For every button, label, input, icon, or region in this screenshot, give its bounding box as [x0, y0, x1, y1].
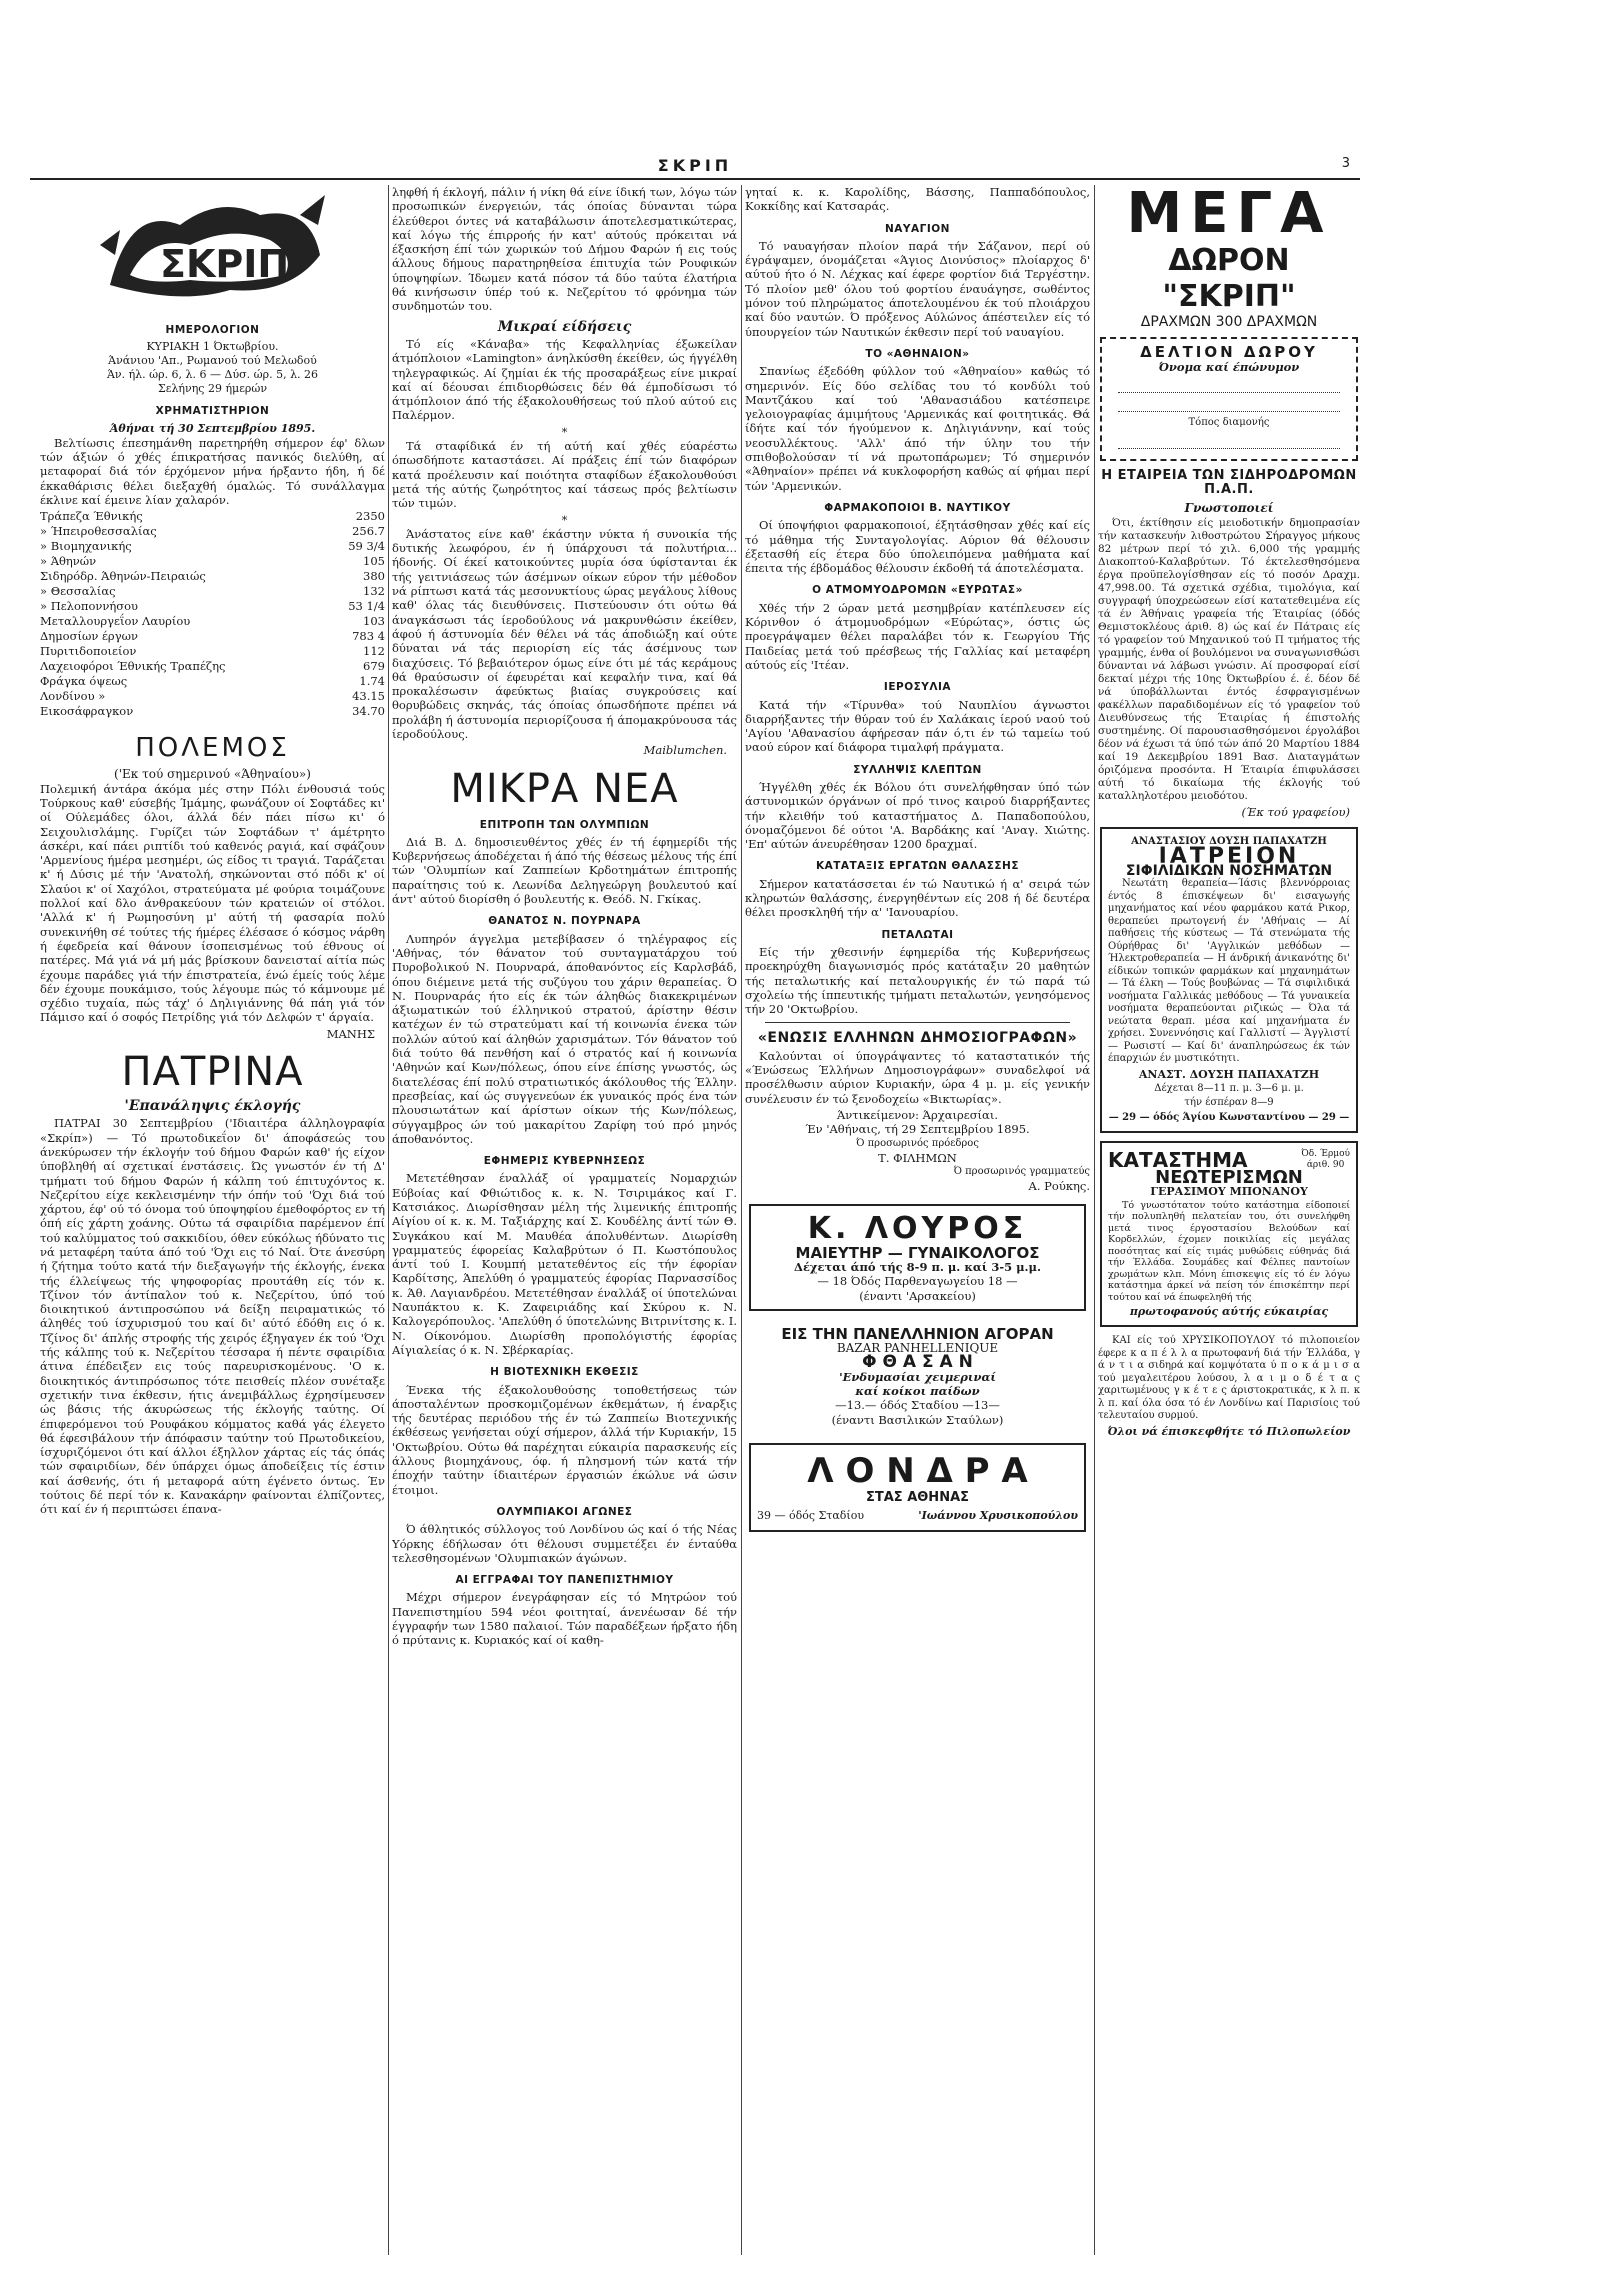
news-heading: ΣΥΛΛΗΨΙΣ ΚΛΕΠΤΩΝ [853, 763, 982, 776]
calendar-line: Άν. ήλ. ώρ. 6, λ. 6 — Δύσ. ώρ. 5, λ. 26 [106, 368, 319, 382]
skrip-logo [40, 185, 385, 315]
calendar-line: Σελήνης 29 ήμερών [157, 382, 268, 396]
ad-clinic [1100, 827, 1358, 1133]
enosis-president: Τ. ΦΙΛΗΜΩΝ [878, 1150, 957, 1165]
news-heading: ΝΑΥΑΓΙΟΝ [885, 222, 950, 235]
coupon-residence-label: Τόπος διαμονής [1188, 416, 1270, 428]
stock-value: 783 4 [352, 629, 385, 644]
stock-value: 679 [363, 659, 385, 674]
news-item: Χθές τήν 2 ώραν μετά μεσημβρίαν κατέπλευσεν είς Κόρινθον ό άτμομυοδρόμων «Εύρώτας», όστις ώς προεγράψαμεν θέλει παραλάβει τόν κ. Γεωργίου Τής Παιδείας μετά τού πρέσβεως τής Γαλλίας καί μεταφέρη αύτούς είς 'Ιτέαν. [745, 600, 1090, 672]
clinic-text: Νεωτάτη θεραπεία—Ίάσις βλεννόρροιας έντός 8 έπισκέψεων δι' εισαγωγής μηχανήματος καί νέου φαρμάκου κατά Ρικορ, θεραπεύει πρωτογενή έν 'Αθήναις — Αί παθήσεις τής κύστεως — Τά στενώματα τής Ούρήθρας δι' 'Αγγλικών μεθόδων — Ήλεκτροθεραπεία — Η άνδρική άνικανότης δι' είδικών τοπικών φαρμάκων καί μηχανημάτων — Τά έλκη — Τούς βουβώνας — Τά σιφιλιδικά νοσήματα Γαλλικάς μεθόδους — Τά γυναικεία νοσήματα θεραπεύονται ριζικώς — Όλα τά νεώτατα θεραπ. μέσα καί μηχανήματα έν χρήσει. Συνεννόησις καί Γαλλιστί — Άγγλιστί — Ρωσιστί — Καί δι' άναπληρώσεως έκ τών έπαρχιών έν μυστικότητι. [1108, 878, 1350, 1065]
stock-name: Λαχειοφόροι Έθνικής Τραπέζης [40, 659, 226, 674]
shop-street-number: άριθ. 90 [1306, 1159, 1345, 1170]
stock-name: » Βιομηχανικής [40, 539, 132, 554]
newspaper-title: ΣΚΡΙΠ [657, 156, 733, 175]
news-heading: ΟΛΥΜΠΙΑΚΟΙ ΑΓΩΝΕΣ [496, 1505, 633, 1518]
calendar [40, 340, 385, 396]
stock-name: Δημοσίων έργων [40, 629, 138, 644]
stock-value: 380 [363, 569, 385, 584]
stock-name: » Πελοποννήσου [40, 599, 139, 614]
stock-value: 132 [363, 584, 385, 599]
separator-star: * [561, 512, 568, 527]
stock-name: Πυριτιδοποιείον [40, 644, 137, 659]
enosis-agenda: Άντικείμενον: Άρχαιρεσίαι. [836, 1107, 998, 1122]
mikrai-item: Τά σταφίδικά έν τή αύτή καί χθές εύαρέστω όπωσδήποτε καταστάσει. Αί πράξεις έπί τών διαφόρων κατά προέλευσιν καί ποιότητα σταφίδων έξακολουθούσι μετά τής αύτής ζωηρότητος καί τάσεως πρός βελτίωσιν τών τιμών. [392, 439, 737, 511]
patrina-article: ΠΑΤΡΑΙ 30 Σεπτεμβρίου ('Ιδιαιτέρα άλληλογραφία «Σκρίπ») — Τό πρωτοδικεΐον δι' άποφάσεώς του άνεκύρωσεν τήν έκλογήν τού δήμου Φαρών καθ' ής είχον ύποβληθή αί σχετικαί ένστάσεις. Ώς γνωστόν έν τή Δ' τμήματι τού δήμου Φαρών ή κάλπη τού έπιτυχόντος κ. Νεζερίτου είχε κεκλεισμένην τήν όπήν τού 'Όχι διά τού χάρτου, έφ' ού τό όνομα τού ύποψηφίου έμεθοφόρτος εν τή όπή είς χάρτη χοάνης. Ούτω τά σφαιρίδια παρέμενον έπί τού καλύμματος τού σακκιδίου, όθεν εύκόλως ήδύνατο τις νά μεταφέρη ταύτα άπό τού 'Όχι εις τό Ναί. Ότε άνεσύρη ή ζήτημα τούτο κατά τήν διεξαγωγήν τής έκλογής, ένεκα τής έλλείψεως τής ψηφοφορίας προυτάθη είς τόν κ. Τζίνον τόν άντίπαλον τού κ. Νεζερίτου, ύπό τού διοικητικού άντιπροσώπου νά δείξη πειραματικώς τό άληθές τού ίσχυρισμού του καί δι' αύτό έδόθη εις ό κ. Τζίνος δι' άπλής στροφής τής χειρός έξηγαγεν έκ τού 'Όχι τής κάλπης τού κ. Νεζερίτου τέσσαρα ή πέντε σφαιρίδια άτινα έπέδειξεν εις τούς παρευρισκομένους. 'Ο κ. διοικητικός άντιπρόσωπος τότε πεισθείς πλέον συνέταξε σχετικήν τινα έκθεσιν, ήτις άνεμιβάλλως έχρησίμευσεν ώς βάσις τής άκυρώσεως τής έκλογής ταύτης. Οί έπιφερόμενοι τού Ρουφάκου κόμματος καθά γάς έλεγετο θά έφεσιβάλουν τήν άπόφασιν ταύτην τού Πρωτοδικείου, ίσχυριζόμενοι ότι καί άλλοι έξηλλον χάρτας είς τάς όπάς τών σφαιριδίων, δέν ύπάρχει όμως άποδείξεις τίς έστιν καί άσθενής, ότι ή μεταφορά αύτη έγένετο όντως. Έν τούτοις δέ περί τόν κ. Κανακάρην φαίνονται έλπίζοντες, ότι καί έν ή περιπτώσει έπανα- [40, 1116, 385, 1517]
ad-bazar-line: BAZAR PANHELLENIQUE [836, 1341, 999, 1356]
stock-row [40, 554, 385, 569]
stock-row [40, 569, 385, 584]
stock-row [40, 614, 385, 629]
column-4 [1098, 185, 1360, 1439]
patrina-title: ΠΑΤΡΙΝΑ [121, 1049, 304, 1096]
stock-name: Εικοσάφραγκον [40, 704, 134, 719]
ad-bazar-line: —13.— όδός Σταδίου —13— [835, 1398, 1000, 1413]
enosis-date: Έν 'Αθήναις, τή 29 Σεπτεμβρίου 1895. [805, 1122, 1030, 1137]
shop-footer: πρωτοφανούς αύτής εύκαιρίας [1129, 1305, 1329, 1319]
news-item: Διά Β. Δ. δημοσιευθέντος χθές έν τή έφημερίδι τής Κυβερνήσεως άποδέχεται ή άπό τής θέσεως μέλους τής έπί τών 'Ολυμπίων καί Ζαππείων Κρδοτημάτων έπιτροπής παραίτησις τού κ. Λεωνίδα Δεληγεώργη βουλευτού καί άντ' αύτού διορίσθη ό βουλευτής κ. Θεόδ. Ν. Γκίκας. [392, 834, 737, 907]
calendar-line: Άνάνιου 'Απ., Ρωμανού τού Μελωδού [108, 354, 317, 368]
clinic-evening: τήν έσπέραν 8—9 [1184, 1097, 1274, 1109]
stock-row [40, 539, 385, 554]
calendar-line: ΚΥΡΙΑΚΗ 1 Όκτωβρίου. [146, 340, 279, 354]
column-3 [745, 185, 1090, 1542]
header-rule [30, 178, 1360, 180]
shop-street-name: Όδ. Έρμού [1301, 1148, 1350, 1159]
news-item: Είς τήν χθεσινήν έφημερίδα τής Κυβερνήσεως προεκηρύχθη διαγωνισμός πρός κατάταξιν 20 μαθητών τής πεταλωτικής καί πεταλουργικής έν τώ παρά τώ σχολείω τής ίππευτικής τμήματι πεταλωτών, γενησόμενος τήν 20 'Οκτωβρίου. [745, 944, 1090, 1017]
stock-name: Φράγκα όψεως [40, 674, 128, 689]
enosis-notice: Καλούνται οί ύπογράψαντες τό καταστατικόν τής «Ένώσεως Έλλήνων Δημοσιογράφων» συναδελφοί νά προσέλθωσιν αύριον Κυριακήν, ώρα 4 μ. μ. είς γενικήν συνέλευσιν έν τώ ξενοδοχείω «Βικτωρίας». [745, 1048, 1090, 1106]
stock-row [40, 509, 385, 524]
railway-subheading: Γνωστοποιεί [1184, 500, 1274, 515]
stock-table [40, 509, 385, 719]
enosis-secretary-label: Ό προσωρινός γραμματεύς [953, 1166, 1090, 1178]
ad-london [749, 1443, 1086, 1532]
news-heading: ΑΙ ΕΓΓΡΑΦΑΙ ΤΟΥ ΠΑΝΕΠΙΣΤΗΜΙΟΥ [455, 1574, 674, 1587]
news-heading: ΕΠΙΤΡΟΠΗ ΤΩΝ ΟΛΥΜΠΙΩΝ [479, 818, 650, 831]
ad-bazar-line: καί κοίκοι παίδων [855, 1384, 980, 1399]
ad-doctor-specialty: ΜΑΙΕΥΤΗΡ — ΓΥΝΑΙΚΟΛΟΓΟΣ [795, 1243, 1040, 1262]
stock-row [40, 659, 385, 674]
stock-value: 112 [363, 644, 385, 659]
clinic-signature: ΑΝΑΣΤ. ΔΟΥΣΗ ΠΑΠΑΧΑΤΖΗ [1138, 1067, 1320, 1081]
coupon-title: ΔΕΛΤΙΟΝ ΔΩΡΟΥ [1140, 343, 1318, 362]
stock-row [40, 674, 385, 689]
news-heading: Η ΒΙΟΤΕΧΝΙΚΗ ΕΚΘΕΣΙΣ [490, 1366, 639, 1379]
gift-coupon [1100, 337, 1358, 461]
svg-text:ΣΚΡΙΠ: ΣΚΡΙΠ [160, 242, 290, 286]
stock-value: 256.7 [352, 524, 385, 539]
hat-shop-ad: ΚΑΙ είς τού ΧΡΥΣΙΚΟΠΟΥΛΟΥ τό πιλοποιείον έφερε κ α π έ λ λ α πρωτοφανή διά τήν Έλλάδα, γ ά ν τ ι α σιδηρά καί κομψότατα ύ π ο κ ά μ ι σ α τού μεγαλειτέρου λούσου, λ α ι μ ο δ έ τ α ς χαριτωμένους γ κ έ τ ε ς άριστοκρατικάς, κ λ π. κ λ π. καί όλα όσα τό έν Λονδίνω καί Παρισίοις τού τελευταίου συρμού. [1098, 1335, 1360, 1422]
patrina-subtitle: 'Επανάληψις έκλογής [124, 1098, 301, 1115]
news-item: Μετετέθησαν έναλλάξ οί γραμματείς Νομαρχιών Εύβοίας καί Φθιώτιδος κ. κ. Ν. Τσιριμάκος καί Γ. Κατσιάκος. Διωρίσθησαν μέλη τής λιμενικής έπιτροπής Αίγίου οί κ. κ. Μ. Ταξιάρχης καί Σ. Κουδέλης άντί τών Θ. Συγκάκου καί Μ. Μαυθέα άπολυθέντων. Διωρίσθη γραμματεύς έφορείας Καλαβρύτων ό Π. Κωστόπουλος άντί τού Ι. Κουμπή μετατεθέντος είς τήν έφορίαν Καρδίτσης, Άπελύθη ό γραμματεύς έφορίας Παρνασσίδος κ. Άθ. Λαγιανδρέου. Μετετέθησαν έναλλάξ οί ύποτελώναι Ναυπάκτου κ. Κ. Ζαφειριάδης καί Σκύρου κ. Ν. Καλογερόπουλος. 'Απελύθη ό ύποτελώνης Βιτρινίτσης κ. Ι. Ν. Οίκονόμου. Διωρίσθη προπολόγιστής έφορίας Αίγιαλείας ό κ. Ν. Σβέρκαρίας. [392, 1171, 737, 1357]
news-item: Μέχρι σήμερον ένεγράφησαν είς τό Μητρώον τού Πανεπιστημίου 594 νέοι φοιτηταί, άνενέωσαν δέ τήν έγγραφήν των 1580 παλαιοί. Τών παραδέξεων ήρξατο ήδη ό πρύτανις κ. Κυριακός καί οί καθη- [392, 1590, 737, 1648]
coupon-residence-line [1118, 434, 1340, 449]
stock-value: 1.74 [359, 674, 385, 689]
calendar-heading: ΗΜΕΡΟΛΟΓΙΟΝ [165, 324, 260, 336]
clinic-specialty: ΣΙΦΙΛΙΔΙΚΩΝ ΝΟΣΗΜΑΤΩΝ [1125, 862, 1333, 879]
ad-doctor-hours: Δέχεται άπό τής 8-9 π. μ. καί 3-5 μ.μ. [794, 1260, 1041, 1274]
stock-row [40, 644, 385, 659]
stock-name: » Θεσσαλίας [40, 584, 116, 599]
news-item: Σήμερον κατατάσσεται έν τώ Ναυτικώ ή α' σειρά τών κληρωτών θαλάσσης, ένεργηθέντων είς 208 ή δέ δευτέρα θέλει προσκληθή τήν α' 'Ιανουαρίου. [745, 876, 1090, 920]
news-heading: ΤΟ «ΑΘΗΝΑΙΟΝ» [865, 347, 970, 360]
stock-row [40, 584, 385, 599]
mikrai-author: Maiblumchen. [643, 743, 727, 758]
clinic-title: ΙΑΤΡΕΙΟΝ [1158, 843, 1300, 869]
ad-london-address: 39 — όδός Σταδίου [757, 1509, 865, 1523]
shop-text: Τό γνωστότατον τούτο κατάστημα είδοποιεί τήν πολυπληθή πελατείαν του, ότι συνελήφθη μετά τινος έργοστασίου Βελούδων καί Κορδελλών, έχομεν ποικιλίας είς μεγάλας ποσότητας καί είς τιμάς μυθώδεις εύθηνάς διά τήν Έλλάδα. Σουμάδες καί Φέλπες παντοίων χρωμάτων κλπ. Μόνη έπισκεψις είς τό έν λόγω κατάστημα άρκεί νά πείση τόν έπισκέπτην περί τούτου καί νά έπωφεληθή τής [1108, 1199, 1350, 1303]
railway-signature: (Έκ τού γραφείου) [1241, 805, 1350, 820]
shop-title: ΚΑΤΑΣΤΗΜΑ [1108, 1147, 1248, 1172]
news-item: Λυπηρόν άγγελμα μετεβίβασεν ό τηλέγραφος είς 'Αθήνας, τόν θάνατον τού συνταγματάρχου τού Πυροβολικού Ν. Πουρναρά, άποθανόντος είς Καρλσβάδ, όπου διέμεινε μετά τής συζύγου του χάριν θεραπείας. Ό Ν. Πουρναράς ήτο είς έκ τών άληθώς διακεκριμένων άξιωματικών τού έλληνικού στρατού, άρίστην θέσιν κατέχων έν τώ στρατεύματι καί τή κοινωνία ένεκα τών πολλών αύτού καί άληθών χαρισμάτων. Τόν θάνατον τού διά τούτο θά πενθήση καί ό στρατός καί ή κοινωνία 'Αθηνών καί Κων/πόλεως, όπου είνε έπίσης γνωστός, ώς διατελέσας έπί πολύ στρατιωτικός άκόλουθος τής Έλλην. πρεσβείας, καί ώς συγγενεύων έκ γυναικός πρός ένα τών πλουσιωτάτων καί άρίστων οίκων τής Κων/πόλεως, σύγγαμβρος ών τού μακαρίτου Ζαρίφη τού πρό μηνός άποθανόντος. [392, 931, 737, 1146]
stock-value: 2350 [355, 509, 385, 524]
clinic-address: — 29 — όδός Άγίου Κωνσταντίνου — 29 — [1108, 1111, 1350, 1123]
market-heading: ΧΡΗΜΑΤΙΣΤΗΡΙΟΝ [155, 405, 270, 418]
ad-doctor-address: — 18 Όδός Παρθεναγωγείου 18 — [817, 1274, 1018, 1289]
stock-value: 59 3/4 [348, 539, 385, 554]
mega-title: ΜΕΓΑ [1126, 185, 1332, 246]
separator-star: * [561, 424, 568, 439]
ad-london-sub: ΣΤΑΣ ΑΘΗΝΑΣ [865, 1489, 970, 1505]
ad-bazar-line: 'Ενδυμασίαι χειμεριναί [839, 1369, 996, 1384]
ad-doctor [749, 1204, 1086, 1311]
column-2 [392, 185, 737, 1650]
stock-name: Λονδίνου » [40, 689, 106, 704]
ad-bazar-line: ΕΙΣ ΤΗΝ ΠΑΝΕΛΛΗΝΙΟΝ ΑΓΟΡΑΝ [781, 1324, 1054, 1343]
market-date: Άθήναι τή 30 Σεπτεμβρίου 1895. [109, 421, 316, 435]
mikra-nea-title: ΜΙΚΡΑ ΝΕΑ [450, 765, 679, 812]
news-heading: ΦΑΡΜΑΚΟΠΟΙΟΙ Β. ΝΑΥΤΙΚΟΥ [824, 501, 1011, 514]
mikrai-item: Άνάστατος είνε καθ' έκάστην νύκτα ή συνοικία τής δυτικής λεωφόρου, έν ή ύπάρχουσι τά πολυτήρια... ήδονής. Οί έκεί κατοικούντες μυρία όσα ύφίστανται έκ τής γειτνιάσεως τών άσέμνων οίκων εύρον τήν μέθοδον νά ρίπτωσι κατά τάς μεσονυκτίους ώρας μεγάλους λίθους καθ' όλας τάς διευθύνσεις. Πιστεύουσιν ότι ούτω θά άναγκάσωσι τάς ίεροδούλους νά μακρυνθώσιν έκείθεν, άφού ή άστυνομία δέν θέλει νά τάς άποδιώξη καί ούτε δύναται νά τάς περιορίση είς τάς άσέμνους των διαχύσεις. Τό βεβαιότερον όμως είνε ότι μέ τάς κεράμους θά θραύσωσιν οί έφευρέται καί κεφαλήν τινα, καί θά προκαλέσωσιν άφεύκτως βιαίας συγκρούσεις καί θορυβώδεις σκηνάς, τάς όποίας όπωσδήποτε πρέπει νά προλάβη ή άστυνομία περιορίζουσα ή άπομακρύνουσα τάς ίεροδούλους. [392, 526, 737, 741]
patrina-continued: ληφθή ή έκλογή, πάλιν ή νίκη θά είνε ίδική των, λόγω τών προσωπικών ένεργειών, τάς όποίας δύνανται τώρα έλεύθεροι όντες νά καταβάλωσιν άποτελεσματικώτερας, καί λόγω τής έπιρροής ήν κατ' αύτούς πρόκειται νά έξασκήση έπί τών χωρικών τού Δήμου Φαρών ή εις τούς άλλους δήμους παρατηρηθείσα έπιτυχία τών Ρουφικών ύποψηφίων. Ίδωμεν κατά πόσον τά δύο ταύτα έλατήρια θά κινήσωσιν ύπέρ τού κ. Νεζερίτου τό φρόνημα τών συνδημοτών του. [392, 185, 737, 314]
stock-row [40, 689, 385, 704]
stock-name: Μεταλλουργεΐον Λαυρίου [40, 614, 191, 629]
news-item: Σπανίως έξεδόθη φύλλον τού «Άθηναίου» καθώς τό σημερινόν. Είς δύο σελίδας του τό κονδύλι τού Μαντζάκου καί τού 'Αθανασιάδου κατέσπειρε γελοιογραφίας άμιμήτους 'Αρμενικάς καί φοιτητικάς. Θά ίδήτε καί τόν ήγούμενον κ. Δηλιγιάννην, καί τούς νεοσυλλέκτους. 'Αλλ' άπό τήν ύλην του τήν σπιθοβολούσαν τί νά πρωτοπάρωμεν; Τό σημερινόν «Άθηναίον» πρέπει νά κυκλοφορήση καθώς αί φήμαι περί τών 'Αρμενικών. [745, 364, 1090, 493]
column-1 [40, 185, 385, 1519]
ad-doctor-name: Κ. ΛΟΥΡΟΣ [807, 1210, 1028, 1246]
stock-name: » Ήπειροθεσσαλίας [40, 524, 157, 539]
news-heading: Ο ΑΤΜΟΜΥΟΔΡΟΜΩΝ «ΕΥΡΩΤΑΣ» [812, 584, 1023, 597]
coupon-name-label: Όνομα καί έπώνυμον [1158, 359, 1300, 374]
stock-value: 43.15 [352, 689, 385, 704]
stock-value: 103 [363, 614, 385, 629]
masthead [30, 156, 1360, 176]
news-heading: ΠΕΤΑΛΩΤΑΙ [881, 928, 954, 941]
stock-row [40, 704, 385, 719]
news-heading: ΚΑΤΑΤΑΞΙΣ ΕΡΓΑΤΩΝ ΘΑΛΑΣΣΗΣ [815, 860, 1020, 873]
coupon-name-line [1118, 378, 1340, 393]
stock-value: 34.70 [352, 704, 385, 719]
stock-name: » Άθηνών [40, 554, 97, 569]
polemos-source: ('Εκ τού σημερινού «Άθηναίου») [114, 767, 311, 782]
stock-value: 53 1/4 [348, 599, 385, 614]
ad-london-name: Λ Ο Ν Δ Ρ Α [807, 1450, 1028, 1491]
ad-bazar-line: (έναντι Βασιλικών Σταύλων) [831, 1412, 1004, 1427]
polemos-title: ΠΟΛΕΜΟΣ [135, 733, 290, 764]
news-item: Κατά τήν «Τίρυνθα» τού Ναυπλίου άγνωστοι διαρρήξαντες τήν θύραν τού έν Χαλάκαις ίερού ναού τού 'Αγίου 'Αθανασίου άφήρεσαν πάν ό,τι έν τώ ταμείω τού ναού εύρον καί διάφορα τιμαλφή πράγματα. [745, 697, 1090, 755]
shop-street [1301, 1149, 1350, 1171]
shop-subtitle: ΝΕΩΤΕΡΙΣΜΩΝ [1155, 1166, 1303, 1188]
mikrai-heading: Μικραί είδήσεις [497, 318, 632, 335]
shop-owner: ΓΕΡΑΣΙΜΟΥ ΜΠΟΝΑΝΟΥ [1150, 1185, 1308, 1199]
hat-shop-footer: Όλοι νά έπισκεφθήτε τό Πιλοπωλείον [1107, 1424, 1351, 1438]
clinic-hours: Δέχεται 8—11 π. μ. 3—6 μ. μ. [1154, 1083, 1304, 1095]
news-item: Ό άθλητικός σύλλογος τού Λονδίνου ώς καί ό τής Νέας Υόρκης έδήλωσαν ότι θέλουσι συμμετέξει έν ένταύθα τελεσθησομένων 'Ολυμπιακών άγώνων. [392, 1522, 737, 1565]
news-item: Οί ύποψήφιοι φαρμακοποιοί, έξητάσθησαν χθές καί είς τό μάθημα τής Συνταγολογίας. Αύριον θά θέλουσιν έξετασθή είς έτερα δύο ύπολειπόμενα μαθήματα καί έπειτα τής έβδομάδος θέλουσιν έκδοθή τά άποτελέσματα. [745, 518, 1090, 576]
enosis-heading: «ΕΝΩΣΙΣ ΕΛΛΗΝΩΝ ΔΗΜΟΣΙΟΓΡΑΦΩΝ» [757, 1030, 1078, 1047]
ad-london-footer [757, 1509, 1078, 1523]
column-divider [388, 185, 389, 2255]
news-heading: ΙΕΡΟΣΥΛΙΑ [883, 681, 952, 694]
ad-bazar-line: Φ Θ Α Σ Α Ν [862, 1352, 973, 1373]
page-number: 3 [1341, 156, 1350, 171]
ad-bazar [749, 1321, 1086, 1433]
stock-row [40, 629, 385, 644]
news-continued: γηταί κ. κ. Καρολίδης, Βάσσης, Παππαδόπουλος, Κοκκίδης καί Κατσαράς. [745, 185, 1090, 214]
stock-name: Τράπεζα Έθνικής [40, 509, 143, 524]
column-divider [1094, 185, 1095, 2255]
news-heading: ΕΦΗΜΕΡΙΣ ΚΥΒΕΡΝΗΣΕΩΣ [483, 1155, 646, 1168]
mikrai-item: Τό είς «Κάναβα» τής Κεφαλληνίας έξωκείλαν άτμόπλοιον «Lamington» άνηλκύσθη έκείθεν, ώς ήγγέλθη τηλεγραφικώς. Αί ζημίαι έκ τής προσαράξεως είνε μικραί καί αί δέουσαι έπιδιορθώσεις δέν θά έμποδίσωσι τό άτμόπλοιον άπό τής έξακολουθήσεως τού πλού αύτού εις Παλέρμον. [392, 336, 737, 423]
news-item: Τό ναυαγήσαν πλοίον παρά τήν Σάζανον, περί ού έγράψαμεν, όνομάζεται «Άγιος Διονύσιος» πλοίαρχος δ' αύτού ήτο ό Ν. Λέχκας καί έφερε φορτίον διά Τεργέστην. Τό πλοίον μεθ' όλου τού φορτίου έναυάγησε, σωθέντος μόνον τού πληρώματος άποτελουμένου έκ τού πλοιάρχου καί δύο ναυτών. Ό πρόξενος Αύλώνος άπέστειλεν είς τό ύπουργείον τών Ναυτικών έκθεσιν περί τού ναυαγίου. [745, 238, 1090, 339]
market-report: Βελτίωσις έπεσημάνθη παρετηρήθη σήμερον έφ' δλων τών άξιών ό χθές έπικρατήσας πανικός διελύθη, αί μεταφοραί διά τόν έρχόμενον μήνα ήρξαντο ήδη, ή δέ έκκαθάρισις θέλει διεξαχθή όμαλώς. Τό συνάλλαγμα έκλινε καί έμεινε λίαν χαλαρόν. [40, 435, 385, 508]
coupon-name-line [1118, 397, 1340, 412]
ad-london-owner: 'Ιωάννου Χρυσικοπούλου [918, 1509, 1078, 1523]
clinic-owner: ΑΝΑΣΤΑΣΙΟΥ ΔΟΥΣΗ ΠΑΠΑΧΑΤΖΗ [1131, 836, 1327, 848]
news-item: Ένεκα τής έξακολουθούσης τοποθετήσεως τών άποσταλέντων προσκομιζομένων έκθεμάτων, ή έναρξις τής δευτέρας περιόδου τής έν τώ Ζαππείω Βιοτεχνικής έκθέσεως γενήσεται ούχί σήμερον, άλλά τήν Κυριακήν, 15 'Οκτωβρίου. Ούτω θά παρέχηται εύκαιρία παρασκευής είς άλλους βιομηχάνους, όφ. ή πλησμονή τών κατά τήν έποχήν ταύτην ίδιαιτέρων έργασιών έκώλυε νά ώσιν έτοιμοι. [392, 1382, 737, 1497]
railway-heading: Η ΕΤΑΙΡΕΙΑ ΤΩΝ ΣΙΔΗΡΟΔΡΟΜΩΝ Π.Α.Π. [1101, 468, 1357, 498]
news-item: Ήγγέλθη χθές έκ Βόλου ότι συνελήφθησαν ύπό τών άστυνομικών όργάνων οί πρό τινος καιρού διαρρήξαντες τήν κλειθήν τού καταστήματος Δ. Παπαδοπούλου, όνομαζόμενοι δέ ούτοι 'Α. Βαρδάκης καί 'Αναγ. Χιώτης. 'Επ' αύτών άνευρέθησαν 1200 δραχμαί. [745, 779, 1090, 852]
stock-row [40, 524, 385, 539]
divider [765, 1022, 1070, 1023]
dragon-logo-icon [90, 185, 330, 310]
ad-shop [1100, 1141, 1358, 1327]
mega-gift: ΔΩΡΟΝ "ΣΚΡΙΠ" [1162, 243, 1296, 314]
ad-doctor-landmark: (έναντι 'Αρσακείου) [859, 1288, 976, 1303]
enosis-secretary: Α. Ρούκης. [1028, 1179, 1090, 1194]
polemos-poem: Πολεμική άντάρα άκόμα μές στην Πόλι ένθουσιά τούς Τούρκους καθ' εύσεβής Ίμάμης, φωνάζουν οί Σοφτάδες κι' οί Ούλεμάδες όλοι, άλλά δέν πάει πίσω κι' ό Σειχουλισλάμης. Γυρίζει τών Σοφτάδων τ' άμέτρητο άσκέρι, καί πάει ριπτίδι τού καθενός ραγιά, καί σφάζουν 'Αρμενίους ήμέρα μεσημέρι, ώς είδος τι τραγιά. Ταράζεται κ' ή Δύσις μέ τήν 'Ανατολή, σηκώνονται στό πόδι κ' οί Σλαύοι κ' οί Χαχόλοι, στρατεύματα μέ φούρια τοιμάζουνε πολλοί καί δλο άνθρακεύουν τών κρατειών οί στόλοι. 'Αλλά κ' ή Ρωμηοσύνη μ' αύτή τή φασαρία πολύ συνεκινήθη σέ τούτες τής ήμέρες έλέσασε ό κόσμος νάρθη ή έφεδρεία καί θάνουν ίσοπεισμένως τού έθνους οί πατέρες. Μά γιά νά μή μάς βρίσκουν δανεισταί αίτία πώς έχουμε παράδες γιά τήν έπιστρατεία, ένώ έμείς τούς λέμε δέν έχουμε πουκάμισο, τούς λέγουμε πώς τό κάμνουμε μέ σχέδιο τυχαία, πώς τάχ' ό Δηλιγιάννης θά πάη γιά τόν Πάμισο καί ό σοφός Πετρίδης γιά τόν Δελφών τ' άργαία. [40, 781, 385, 1025]
news-heading: ΘΑΝΑΤΟΣ Ν. ΠΟΥΡΝΑΡΑ [488, 915, 641, 928]
stock-row [40, 599, 385, 614]
enosis-president-label: Ό προσωρινός πρόεδρος [856, 1137, 979, 1149]
mega-amount: ΔΡΑΧΜΩΝ 300 ΔΡΑΧΜΩΝ [1140, 314, 1318, 330]
railway-notice: Ότι, έκτίθησιν είς μειοδοτικήν δημοπρασίαν τήν κατασκευήν λιθοστρώτου Σήραγγος μήκους 82 μέτρων περί τό χιλ. 6,000 τής γραμμής Διακοπτού-Καλαβρύτων. Τό έκτελεσθησόμενα έργα προϋπελογίσθησαν είς τό ποσόν Δραχμ. 47,998.00. Τά σχετικά σχέδια, τιμολόγια, καί συγγραφή ύποχρεώσεων είσί κατατεθειμένα είς τά έν Άθήναις γραφεία τής Έταιρίας (όδός Θεμιστοκλέους άριθ. 8) ώς καί έν Πάτραις είς τό γραφείον τού Μηχανικού τού Π τμήματος τής γραμμής, ένθα οί βουλόμενοι να συναγωνισθώσι δύνανται νά λάβωσι γνώσιν. Αί προσφοραί είσί δεκταί μέχρι τής 10ης Όκτωβρίου έ. έ. δέον δέ νά ύποβάλλωνται έντός έσφραγισμένων φακέλλων παραδιδομένων είς τό γραφείον τού Διευθύνσεως τής Έταιρίας ή έπιστολής συστημένης. Οί παρουσιασθησόμενοι έργολάβοι δέον νά έχωσι τά ύπό τών άπό 20 Μαρτίου 1884 καί 19 Δεκεμβρίου 1891 Βασ. Διαταγμάτων όριζόμενα προσόντα. Η Έταιρία έπιφυλάσσει αύτή τό δικαίωμα τής έκλογής τού καταλληλοτέρου μειοδότου. [1098, 517, 1360, 803]
polemos-author: ΜΑΝΗΣ [326, 1026, 375, 1041]
column-divider [741, 185, 742, 2255]
stock-name: Σιδηρόδρ. Άθηνών-Πειραιώς [40, 569, 206, 584]
stock-value: 105 [363, 554, 385, 569]
